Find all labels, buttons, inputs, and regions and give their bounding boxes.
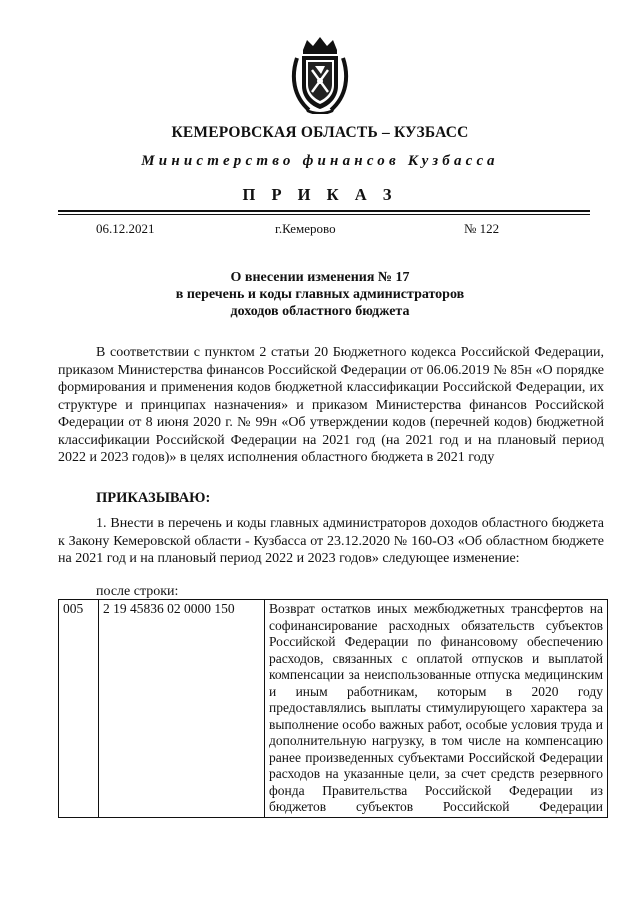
admin-code-cell: 005 xyxy=(59,600,99,818)
order-title-line-3: доходов областного бюджета xyxy=(230,304,410,319)
table-row xyxy=(59,600,608,818)
order-title-line-2: в перечень и коды главных администраторов xyxy=(175,287,465,302)
header-divider xyxy=(58,210,590,212)
order-city: г.Кемерово xyxy=(275,221,336,236)
header-divider-thin xyxy=(58,214,590,215)
item-1-paragraph: 1. Внести в перечень и коды главных администраторов доходов областного бюджета к Закону Кемеровской области - Кузбасса от 23.12.2020 № 160-ОЗ «Об областном бюджете на 2021 год и на плановый период 2022 и 2023 годов» следующее изменение: xyxy=(58,516,604,566)
orders-heading: ПРИКАЗЫВАЮ: xyxy=(96,490,211,506)
region-name: КЕМЕРОВСКАЯ ОБЛАСТЬ – КУЗБАСС xyxy=(171,124,469,141)
order-title-line-1: О внесении изменения № 17 xyxy=(230,270,410,285)
preamble-paragraph: В соответствии с пунктом 2 статьи 20 Бюджетного кодекса Российской Федерации, приказом Министерства финансов Российской Федерации от 06.06.2019 № 85н «О порядке формирования и применения кодов бюджетной классификации Российской Федерации, их структуре и принципах назначения» и приказом Министерства финансов Российской Федерации от 8 июня 2020 г. № 99н «Об утверждении кодов (перечней кодов) бюджетной классификации Российской Федерации на 2021 год (на 2021 год и на плановый период 2022 и 2023 годов)» в целях исполнения областного бюджета в 2021 году xyxy=(58,345,604,465)
revenue-name-cell: Возврат остатков иных межбюджетных трансфертов на софинансирование расходных обязательств субъектов Российской Федерации по финансовому обеспечению расходов, связанных с оплатой отпусков и выплатой компенсации за неиспользованные отпуска медицинским и иным работникам, которым в 2020 году предоставлялись выплаты стимулирующего характера за выполнение особо важных работ, особые условия труда и дополнительную нагрузку, в том числе на компенсацию ранее произведенных субъектами Российской Федерации расходов на указанные цели, за счет средств резервного фонда Правительства Российской Федерации из бюджетов субъектов Российской Федерации xyxy=(265,600,608,818)
ministry-name: Министерство финансов Кузбасса xyxy=(141,153,499,169)
codes-table xyxy=(58,599,608,818)
after-rows-label: после строки: xyxy=(96,584,179,599)
revenue-code-cell: 2 19 45836 02 0000 150 xyxy=(99,600,265,818)
order-number: № 122 xyxy=(464,221,500,236)
order-date: 06.12.2021 xyxy=(96,221,155,236)
document-type: П Р И К А З xyxy=(242,185,398,204)
kuzbass-coat-of-arms-icon xyxy=(291,36,349,114)
